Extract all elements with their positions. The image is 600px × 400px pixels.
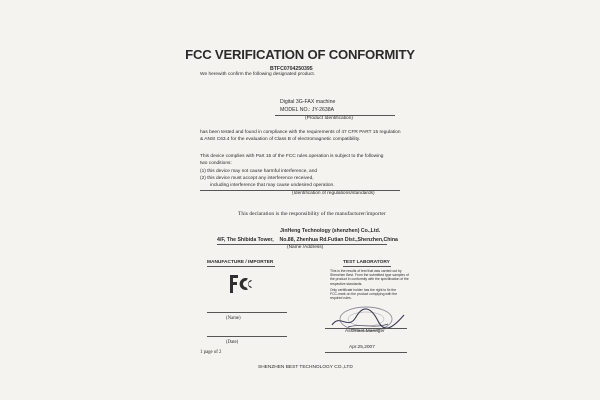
manufacturer-caption: (Name /Address) xyxy=(287,245,324,250)
manufacture-importer-heading: MANUFACTURE / IMPORTER xyxy=(207,260,274,265)
conditions-intro-2: two conditions: xyxy=(200,161,232,166)
condition-2: (2) this device must accept any interference received, xyxy=(200,176,314,181)
product-name: Digital 3G-FAX machine xyxy=(280,99,336,105)
condition-3: including interference that may cause undesired operation. xyxy=(210,183,335,188)
certificate-number: BTFC0704250395 xyxy=(270,66,313,72)
test-lab-note-5: Only certificate holder has the right to fix the xyxy=(330,287,397,292)
test-lab-note-1: This is the results of test that was carried out by xyxy=(330,269,402,273)
manufacturer-address: 4/F, The Shibida Tower, No.88, Zhenhua Rd.Futian Dist.,Shenzhen,China xyxy=(217,237,398,243)
test-lab-note-7: required rules. xyxy=(330,296,352,301)
test-lab-note-2: Shenzhen Best. From the submitted type samples of xyxy=(330,273,409,278)
product-caption: (Product Identification) xyxy=(305,116,353,121)
test-lab-note-6: FCC-mark on the product complying with the xyxy=(330,292,398,297)
model-number: MODEL NO.: JY-2638A xyxy=(280,107,335,113)
conditions-caption: (Identification of regulations/standards) xyxy=(292,191,375,196)
intro-text: We herewith confirm the following designated product. xyxy=(200,72,316,77)
handwritten-signature xyxy=(332,309,404,328)
test-lab-notes xyxy=(330,269,409,300)
company-seal-inner xyxy=(348,312,384,326)
test-lab-note-3: the product in conformity with the specification of the xyxy=(330,277,409,282)
test-date: Apr.25,2007 xyxy=(349,345,375,350)
declaration-text: This declaration is the responsibility of the manufacturer/importer xyxy=(238,211,386,217)
footer-company: SHENZHEN BEST TECHNOLOGY CO.,LTD xyxy=(258,365,353,370)
name-caption: (Name) xyxy=(226,316,241,321)
date-caption: (Date) xyxy=(226,340,239,345)
test-lab-note-4: respective standards. xyxy=(330,281,363,286)
condition-1: (1) this device may not cause harmful interference, and xyxy=(200,169,318,174)
compliance-line-2: & ANSI C63.4 for the evaluation of Class B of electromagnetic compatibility. xyxy=(200,137,361,142)
fcc-logo-f xyxy=(230,275,238,293)
date-signature-line xyxy=(207,336,287,337)
manufacturer-name: JinHeng Technology (shenzhen) Co.,Ltd. xyxy=(280,228,381,234)
page-number: 1 page of 2 xyxy=(200,350,222,355)
manufacture-heading-underline xyxy=(207,266,275,267)
name-signature-line xyxy=(207,312,287,313)
document-title: FCC VERIFICATION OF CONFORMITY xyxy=(185,48,415,62)
assistant-manager-caption: Assistant Manager xyxy=(345,329,385,334)
fcc-logo xyxy=(226,272,256,296)
test-lab-heading-underline xyxy=(343,266,391,267)
conditions-intro-1: This device complies with Part 15 of the FCC rules.operation is subject to the following xyxy=(200,154,384,159)
test-date-line xyxy=(325,352,407,353)
fcc-logo-c-inner xyxy=(248,280,252,288)
fcc-logo-c-outer xyxy=(240,278,248,290)
compliance-line-1: has been tested and found in compliance with the requirements of 47 CFR PART 15 regulation xyxy=(200,130,401,135)
test-laboratory-heading: TEST LABORATORY xyxy=(343,260,390,265)
